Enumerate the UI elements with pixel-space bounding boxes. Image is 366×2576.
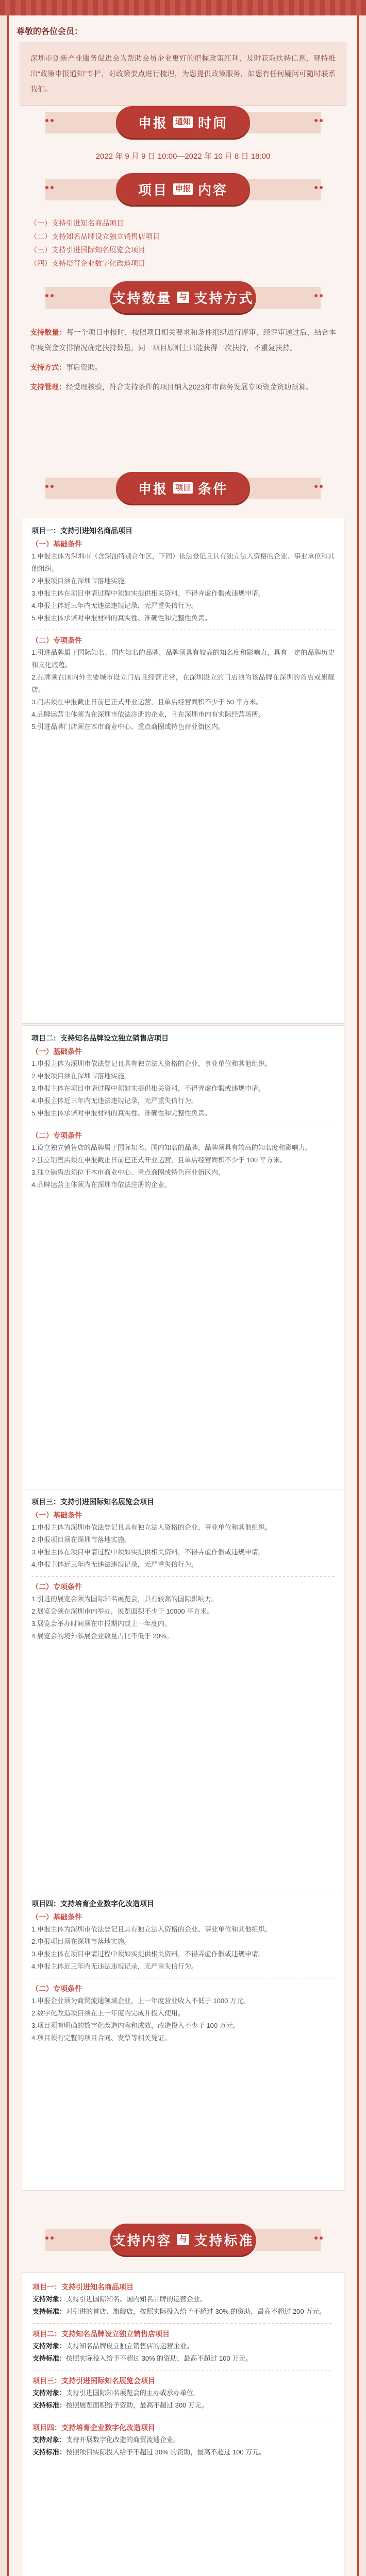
section-header-support bbox=[9, 278, 357, 316]
condition-card: 项目一：支持引进知名商品项目 （一）基础条件 1.申报主体为深圳市（含深汕特别合作区，下同）依法登记且具有独立法人资格的企业、事业单位和其他组织。 2.申报项目须在深圳市落地实施。 3.申报主体在项目申请过程中须如实提供相关资料，不得弄虚作假或违规申请。 4.申报主体近三年内无违法违规记录，无严重失信行为。 5.申报主体承诺对申报材料的真实性、准确性和完整性负责。 （二）专项条件 1.引进品牌属于国际知名、国内知名的品牌，品牌须具有较高的知名度和影响力，具有一定的品牌历史和文化底蕴。 2.品牌须在国内外主要城市设立门店且经营正常，在深圳设立的门店须为该品牌在深圳的首店或旗舰店。 3.门店须在申报截止日前已正式开业运营，且单店经营面积不少于 50 平方米。 4.品牌运营主体须为在深圳市依法注册的企业，且在深圳市内有实际经营场所。 5.引进品牌门店须在本市商业中心、重点商圈或特色商业街区内。 bbox=[22, 518, 344, 1024]
apply-time: 2022 年 9 月 9 日 10:00—2022 年 10 月 8 日 18:00 bbox=[95, 152, 271, 161]
section-header-standard bbox=[9, 2221, 357, 2259]
project-list bbox=[9, 216, 357, 270]
section-pill-time: 申报 通知 时间 bbox=[116, 106, 250, 138]
project-item: （三）支持引进国际知名展览会项目 bbox=[30, 246, 145, 254]
section-header-conditions bbox=[9, 469, 357, 507]
standard-title: 项目四：支持培育企业数字化改造项目 bbox=[32, 2424, 155, 2432]
card-title: 项目一：支持引进知名商品项目 bbox=[31, 527, 132, 535]
support-para: 支持管理：经受理核验，符合支持条件的项目纳入2023年市商务发展专项资金资助预算。 bbox=[30, 383, 313, 391]
notice-box: 深圳市创新产业服务促进会为帮助会员企业更好的把握政策红利，及时获取扶持信息，现特推出“政策申报通知”专栏，对政策要点进行梳理，为您提供政策服务，如您有任何疑问可随时联系我们。 bbox=[20, 42, 346, 106]
ornament-top-border bbox=[0, 0, 366, 15]
standard-title: 项目二：支持知名品牌设立独立销售店项目 bbox=[32, 2330, 170, 2338]
project-item: （二）支持知名品牌设立独立销售店项目 bbox=[30, 232, 160, 241]
standard-title: 项目一：支持引进知名商品项目 bbox=[32, 2283, 134, 2291]
section-pill-conditions: 申报 项目 条件 bbox=[116, 472, 250, 504]
support-para: 支持数量：每一个项目申报时，按照项目相关要求和条件组织进行评审，经评审通过后，结合本年度资金安排情况确定扶持数量，同一项目原则上只能获得一次扶持，不重复扶持。 bbox=[30, 328, 337, 352]
project-item: （一）支持引进知名商品项目 bbox=[30, 219, 124, 227]
condition-card: 项目三：支持引进国际知名展览会项目 （一）基础条件 1.申报主体为深圳市依法登记且具有独立法人资格的企业、事业单位和其他组织。 2.申报项目须在深圳市落地实施。 3.申报主体在项目申请过程中须如实提供相关资料，不得弄虚作假或违规申请。 4.申报主体近三年内无违法违规记录，无严重失信行为。 （二）专项条件 1.引进的展览会须为国际知名展览会，具有较高的国际影响力。 2.展览会须在深圳市内举办，展览面积不少于 10000 平方米。 3.展览会举办时间须在申报期内或上一年度内。 4.展览会的境外参展企业数量占比不低于 20%。 bbox=[22, 1489, 344, 1892]
card-title: 项目四：支持培育企业数字化改造项目 bbox=[31, 1900, 154, 1908]
standards-card: 项目一：支持引进知名商品项目 支持对象：支持引进国际知名、国内知名品牌的运营企业。 支持标准：对引进的首店、旗舰店，按照实际投入给予不超过 30% 的资助，最高不超过 200 万元。 项目二：支持知名品牌设立独立销售店项目 支持对象：支持知名品牌设立独立销售店的运营企业。 支持标准：按照实际投入给予不超过 30% 的资助，最高不超过 100 万元。 项目三：支持引进国际知名展览会项目 支持对象：支持引进国际知名展览会的主办或承办单位。 支持标准：按照展览面积给予资助，最高不超过 300 万元。 项目四：支持培育企业数字化改造项目 支持对象：支持开展数字化改造的商贸流通企业。 支持标准：按照项目实际投入给予不超过 30% 的资助，最高不超过 100 万元。 bbox=[22, 2272, 344, 2576]
card-title: 项目二：支持知名品牌设立独立销售店项目 bbox=[31, 1034, 169, 1042]
support-para: 支持方式：事后资助。 bbox=[30, 363, 102, 371]
standard-title: 项目三：支持引进国际知名展览会项目 bbox=[32, 2377, 155, 2385]
section-pill-standard: 支持内容 与 支持标准 bbox=[110, 2224, 256, 2256]
content-frame bbox=[7, 15, 359, 2576]
project-item: （四）支持培育企业数字化改造项目 bbox=[30, 259, 145, 267]
greeting: 尊敬的各位会员： bbox=[16, 27, 83, 36]
card-title: 项目三：支持引进国际知名展览会项目 bbox=[31, 1498, 154, 1506]
section-header-project bbox=[9, 170, 357, 208]
section-pill-support: 支持数量 与 支持方式 bbox=[110, 281, 256, 313]
section-header-time bbox=[9, 103, 357, 141]
condition-card: 项目二：支持知名品牌设立独立销售店项目 （一）基础条件 1.申报主体为深圳市依法登记且具有独立法人资格的企业、事业单位和其他组织。 2.申报项目须在深圳市落地实施。 3.申报主体在项目申请过程中须如实提供相关资料，不得弄虚作假或违规申请。 4.申报主体近三年内无违法违规记录，无严重失信行为。 5.申报主体承诺对申报材料的真实性、准确性和完整性负责。 （二）专项条件 1.设立独立销售店的品牌属于国际知名、国内知名的品牌，品牌须具有较高的知名度和影响力。 2.独立销售店须在申报截止日前已正式开业运营，且单店经营面积不少于 100 平方米。 3.独立销售店须位于本市商业中心、重点商圈或特色商业街区内。 4.品牌运营主体须为在深圳市依法注册的企业。 bbox=[22, 1025, 344, 1490]
section-pill-project: 项目 申报 内容 bbox=[116, 173, 250, 205]
support-paragraphs bbox=[9, 325, 357, 395]
greeting-block bbox=[9, 15, 357, 106]
condition-card: 项目四：支持培育企业数字化改造项目 （一）基础条件 1.申报主体为深圳市依法登记且具有独立法人资格的企业、事业单位和其他组织。 2.申报项目须在深圳市落地实施。 3.申报主体在项目申请过程中须如实提供相关资料，不得弄虚作假或违规申请。 4.申报主体近三年内无违法违规记录，无严重失信行为。 （二）专项条件 1.申报企业须为商贸流通领域企业，上一年度营业收入不低于 1000 万元。 2.数字化改造项目须在上一年度内完成并投入使用。 3.项目须有明确的数字化改造内容和成效，改造投入不少于 100 万元。 4.项目须有完整的项目合同、发票等相关凭证。 bbox=[22, 1891, 344, 2191]
